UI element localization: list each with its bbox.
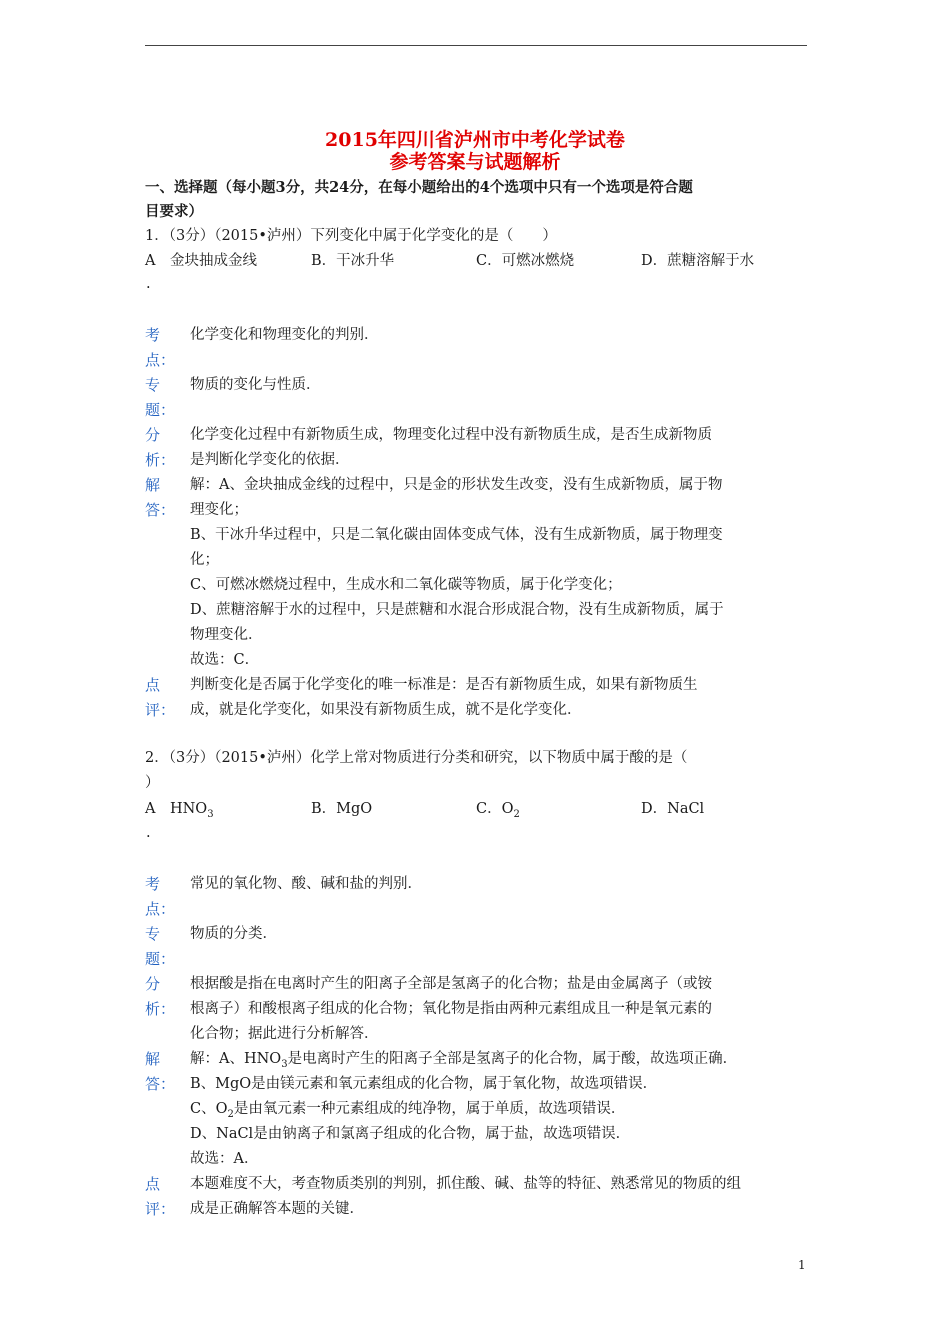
- q2-option-a-subscript: 3: [207, 808, 214, 820]
- q2-jieda-line3-pre: C、O: [190, 1101, 228, 1117]
- q1-zhuanti-label-1: 专: [145, 376, 161, 394]
- q1-jieda-line6: D、蔗糖溶解于水的过程中，只是蔗糖和水混合形成混合物，没有生成新物质，属于: [190, 602, 724, 618]
- q2-option-c: [476, 797, 520, 827]
- q1-fenxi-line1: 化学变化过程中有新物质生成，物理变化过程中没有新物质生成，是否生成新物质: [190, 427, 712, 443]
- q2-option-b: B．MgO: [311, 801, 373, 817]
- q1-fenxi-line2: 是判断化学变化的依据．: [190, 452, 350, 468]
- q2-fenxi-line2: 根离子）和酸根离子组成的化合物；氧化物是指由两种元素组成且一种是氧元素的: [190, 1001, 712, 1017]
- q2-jieda-line1-post: 是电离时产生的阳离子全部是氢离子的化合物，属于酸，故选项正确．: [287, 1051, 738, 1067]
- q1-option-d: D．蔗糖溶解于水: [641, 253, 755, 269]
- q1-zhuanti-label-2: 题：: [145, 401, 176, 419]
- header-rule: [145, 45, 807, 46]
- q1-fenxi-label-1: 分: [145, 426, 161, 444]
- q1-option-a: A 金块抽成金线: [145, 253, 257, 269]
- q2-zhuanti-label-2: 题：: [145, 950, 176, 968]
- q1-jieda-line5: C、可燃冰燃烧过程中，生成水和二氧化碳等物质，属于化学变化；: [190, 577, 622, 593]
- q1-stem: 1．（3分）（2015•泸州）下列变化中属于化学变化的是（ ）: [145, 228, 557, 244]
- q2-jieda-label-2: 答：: [145, 1075, 176, 1093]
- q1-option-c: C．可燃冰燃烧: [476, 253, 575, 269]
- q1-option-dot: .: [146, 276, 151, 292]
- q2-option-a: [145, 797, 214, 827]
- q2-option-dot: .: [146, 825, 151, 841]
- q1-jieda-line8: 故选：C．: [190, 652, 260, 668]
- q2-dianping-line1: 本题难度不大，考查物质类别的判别，抓住酸、碱、盐等的特征、熟悉常见的物质的组: [190, 1176, 741, 1192]
- q2-jieda-line3-post: 是由氧元素一种元素组成的纯净物，属于单质，故选项错误．: [233, 1101, 626, 1117]
- q1-zhuanti-text: 物质的变化与性质．: [190, 377, 321, 393]
- q2-jieda-line1-pre: 解：A、HNO: [190, 1051, 282, 1067]
- q1-jieda-line3: B、干冰升华过程中，只是二氧化碳由固体变成气体，没有生成新物质，属于物理变: [190, 527, 723, 543]
- q2-zhuanti-label-1: 专: [145, 925, 161, 943]
- q2-option-c-subscript: 2: [513, 808, 520, 820]
- q2-zhuanti-text: 物质的分类．: [190, 926, 277, 942]
- q2-fenxi-label-2: 析：: [145, 1000, 176, 1018]
- q2-jieda-line1-sub: 3: [281, 1058, 288, 1070]
- q2-dianping-label-1: 点: [145, 1175, 161, 1193]
- q1-dianping-line1: 判断变化是否属于化学变化的唯一标准是：是否有新物质生成，如果有新物质生: [190, 677, 698, 693]
- q2-jieda-label-1: 解: [145, 1050, 161, 1068]
- q2-fenxi-line3: 化合物；据此进行分析解答．: [190, 1026, 379, 1042]
- q2-jieda-line5: 故选：A．: [190, 1151, 259, 1167]
- q1-fenxi-label-2: 析：: [145, 451, 176, 469]
- q1-kaodian-label-2: 点：: [145, 351, 176, 369]
- page-number: 1: [798, 1258, 806, 1272]
- q2-jieda-line4: D、NaCl是由钠离子和氯离子组成的化合物，属于盐，故选项错误．: [190, 1126, 631, 1142]
- q1-jieda-line2: 理变化；: [190, 502, 248, 518]
- q2-option-c-formula: C．O: [476, 801, 514, 817]
- q2-stem-line1: 2．（3分）（2015•泸州）化学上常对物质进行分类和研究，以下物质中属于酸的是（: [145, 750, 688, 766]
- q2-stem-line2: ）: [145, 775, 160, 791]
- q2-fenxi-label-1: 分: [145, 975, 161, 993]
- q1-jieda-line7: 物理变化．: [190, 627, 263, 643]
- q1-jieda-label-1: 解: [145, 476, 161, 494]
- q1-jieda-line1: 解：A、金块抽成金线的过程中，只是金的形状发生改变，没有生成新物质，属于物: [190, 477, 723, 493]
- section-heading-line1: 一、选择题（每小题3分，共24分，在每小题给出的4个选项中只有一个选项是符合题: [145, 179, 693, 196]
- q2-kaodian-label-1: 考: [145, 875, 161, 893]
- q2-kaodian-text: 常见的氧化物、酸、碱和盐的判别．: [190, 876, 422, 892]
- q2-option-d: D．NaCl: [641, 801, 705, 817]
- q1-jieda-label-2: 答：: [145, 501, 176, 519]
- q2-kaodian-label-2: 点：: [145, 900, 176, 918]
- q1-kaodian-text: 化学变化和物理变化的判别．: [190, 327, 379, 343]
- q1-kaodian-label-1: 考: [145, 326, 161, 344]
- q2-dianping-label-2: 评：: [145, 1200, 176, 1218]
- q2-fenxi-line1: 根据酸是指在电离时产生的阳离子全部是氢离子的化合物；盐是由金属离子（或铵: [190, 976, 712, 992]
- section-heading-line2: 目要求）: [145, 203, 203, 220]
- q1-dianping-line2: 成，就是化学变化，如果没有新物质生成，就不是化学变化．: [190, 702, 582, 718]
- page-subtitle: 参考答案与试题解析: [389, 151, 561, 173]
- q2-jieda-line3-sub: 2: [227, 1108, 234, 1120]
- q1-dianping-label-2: 评：: [145, 701, 176, 719]
- q1-jieda-line4: 化；: [190, 552, 219, 568]
- q2-option-a-formula: A HNO: [145, 801, 208, 817]
- q2-dianping-line2: 成是正确解答本题的关键．: [190, 1201, 364, 1217]
- q1-dianping-label-1: 点: [145, 676, 161, 694]
- q2-jieda-line2: B、MgO是由镁元素和氧元素组成的化合物，属于氧化物，故选项错误．: [190, 1076, 658, 1092]
- q1-option-b: B．干冰升华: [311, 253, 395, 269]
- page-title: 2015年四川省泸州市中考化学试卷: [325, 129, 625, 151]
